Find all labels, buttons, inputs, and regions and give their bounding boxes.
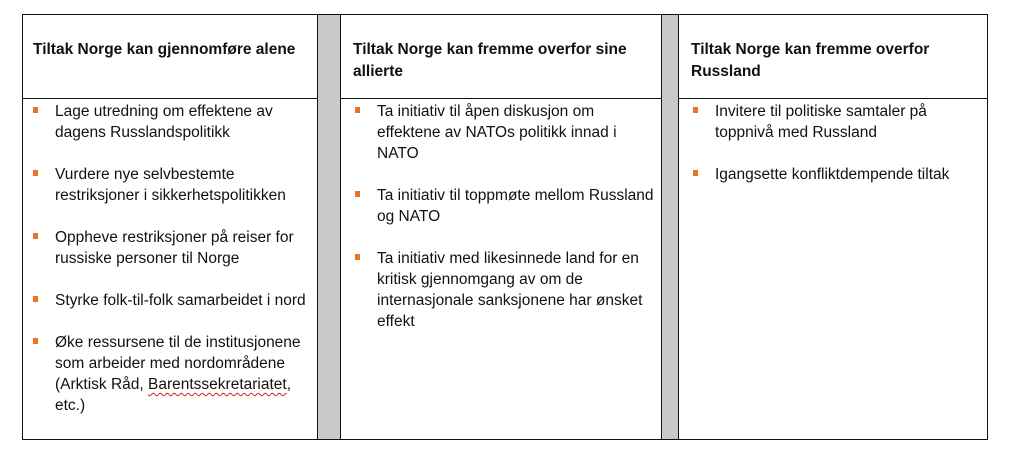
list-item: Ta initiativ med likesinnede land for en kritisk gjennomgang av om de internasjonale sanksjonene har ønsket effekt bbox=[353, 248, 655, 332]
measures-table bbox=[22, 14, 988, 440]
list-item: Invitere til politiske samtaler på toppnivå med Russland bbox=[691, 101, 980, 143]
list-item: Ta initiativ til åpen diskusjon om effektene av NATOs politikk innad i NATO bbox=[353, 101, 655, 164]
bullet-icon bbox=[33, 107, 38, 113]
list-item: Igangsette konfliktdempende tiltak bbox=[691, 164, 980, 185]
bullet-list bbox=[31, 101, 311, 437]
bullet-list bbox=[353, 101, 655, 353]
spacer-column bbox=[317, 15, 341, 439]
bullet-icon bbox=[355, 191, 360, 197]
bullet-icon bbox=[33, 170, 38, 176]
column-heading: Tiltak Norge kan fremme overfor sine allierte bbox=[353, 41, 627, 80]
bullet-icon bbox=[33, 233, 38, 239]
bullet-icon bbox=[33, 338, 38, 344]
list-item: Lage utredning om effektene av dagens Russlandspolitikk bbox=[31, 101, 311, 143]
bullet-list bbox=[691, 101, 980, 206]
spellcheck-flagged-word[interactable]: Barentssekretariatet bbox=[148, 376, 287, 393]
list-item: Oppheve restriksjoner på reiser for russiske personer til Norge bbox=[31, 227, 311, 269]
column-russia bbox=[679, 15, 986, 439]
column-heading: Tiltak Norge kan fremme overfor Russland bbox=[691, 41, 930, 80]
bullet-icon bbox=[693, 170, 698, 176]
spacer-column bbox=[661, 15, 679, 439]
column-allies bbox=[341, 15, 661, 439]
column-alone bbox=[23, 15, 317, 439]
list-item: Øke ressursene til de institusjonene som arbeider med nordområdene (Arktisk Råd, Barentssekretariatet, etc.) bbox=[31, 332, 311, 416]
list-item: Vurdere nye selvbestemte restriksjoner i sikkerhetspolitikken bbox=[31, 164, 311, 206]
column-heading: Tiltak Norge kan gjennomføre alene bbox=[33, 41, 296, 58]
list-item: Styrke folk-til-folk samarbeidet i nord bbox=[31, 290, 311, 311]
bullet-icon bbox=[355, 107, 360, 113]
bullet-icon bbox=[693, 107, 698, 113]
list-item: Ta initiativ til toppmøte mellom Russland og NATO bbox=[353, 185, 655, 227]
bullet-icon bbox=[355, 254, 360, 260]
bullet-icon bbox=[33, 296, 38, 302]
